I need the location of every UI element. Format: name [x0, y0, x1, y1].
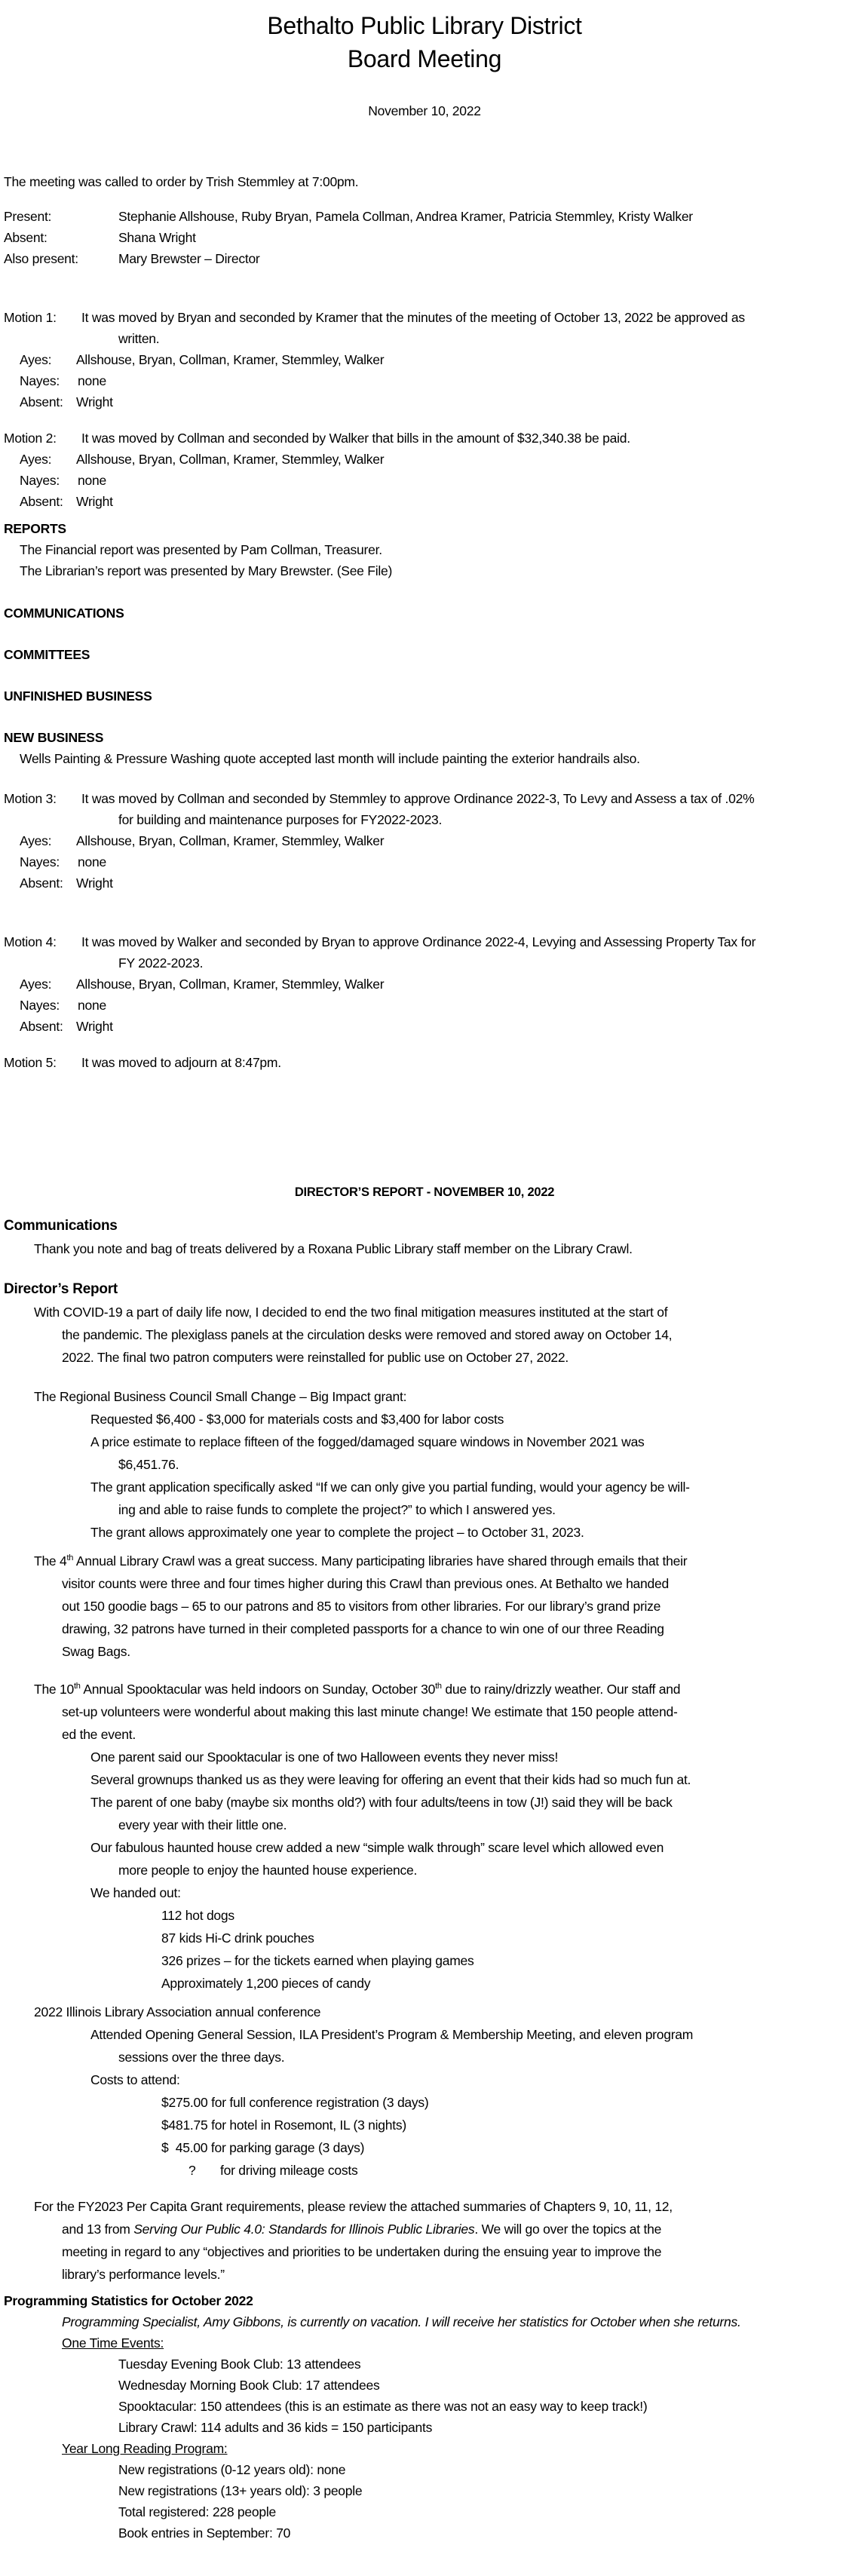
attendance-label: Absent: — [4, 230, 48, 245]
one-time-event: Tuesday Evening Book Club: 13 attendees — [118, 2357, 361, 2372]
motion-text: It was moved by Collman and seconded by Stemmley to approve Ordinance 2022-3, To Levy and Assess a tax of .02% — [81, 791, 755, 806]
directors-report-title: DIRECTOR’S REPORT - NOVEMBER 10, 2022 — [294, 1185, 555, 1199]
per-capita-line: library’s performance levels.” — [62, 2267, 225, 2282]
ila-mileage — [188, 2162, 357, 2179]
motion-label: Motion 1: — [4, 310, 57, 325]
handed-out-item: 326 prizes – for the tickets earned when playing games — [161, 1953, 474, 1968]
vote-label: Absent: — [20, 1019, 63, 1034]
standards-title: Serving Our Public 4.0: Standards for Illinois Public Libraries — [133, 2222, 475, 2237]
attendance-label: Present: — [4, 209, 52, 224]
meeting-date: November 10, 2022 — [368, 103, 481, 118]
vote-label: Absent: — [20, 394, 63, 409]
unfinished-business-heading: UNFINISHED BUSINESS — [4, 688, 152, 704]
spooktacular-note: We handed out: — [90, 1885, 181, 1900]
vote-absent — [20, 493, 113, 510]
vote-label: Absent: — [20, 876, 63, 891]
ila-attended: Attended Opening General Session, ILA President’s Program & Membership Meeting, and eleven program — [90, 2027, 694, 2042]
spooktacular-note: The parent of one baby (maybe six months old?) with four adults/teens in tow (J!) said they will be back — [90, 1795, 673, 1810]
vote-ayes — [20, 451, 384, 468]
handed-out-item: 112 hot dogs — [161, 1908, 234, 1923]
vote-ayes — [20, 976, 384, 992]
superscript: th — [435, 1682, 442, 1691]
vote-label: Absent: — [20, 494, 63, 509]
motion-text: It was moved by Collman and seconded by Walker that bills in the amount of $32,340.38 be paid. — [81, 431, 630, 446]
vote-label: Ayes: — [20, 352, 52, 367]
superscript: th — [66, 1553, 74, 1562]
crawl-line: drawing, 32 patrons have turned in their completed passports for a chance to win one of our three Reading — [62, 1621, 664, 1636]
ila-cost-item: $481.75 for hotel in Rosemont, IL (3 nights) — [161, 2118, 406, 2133]
spooktacular-line: set-up volunteers were wonderful about making this last minute change! We estimate that 150 people attend- — [62, 1704, 678, 1719]
per-capita-text: . We will go over the topics at the — [474, 2222, 662, 2237]
vote-label: Ayes: — [20, 833, 52, 848]
grant-line: Requested $6,400 - $3,000 for materials costs and $3,400 for labor costs — [90, 1412, 504, 1427]
vote-value: Wright — [76, 394, 113, 409]
dr-communications-heading: Communications — [4, 1218, 118, 1234]
crawl-text: The 4 — [34, 1553, 67, 1569]
spooktacular-line: ed the event. — [62, 1727, 136, 1742]
vote-label: Nayes: — [20, 473, 60, 488]
per-capita-line: meeting in regard to any “objectives and priorities to be undertaken during the ensuing year to improve the — [62, 2244, 662, 2259]
motion-label: Motion 2: — [4, 431, 57, 446]
motion-5 — [4, 1054, 281, 1071]
motion-text: It was moved to adjourn at 8:47pm. — [81, 1055, 281, 1070]
report-financial: The Financial report was presented by Pam Collman, Treasurer. — [20, 542, 382, 557]
attendance-also-present — [4, 250, 260, 267]
per-capita-text: and 13 from — [62, 2222, 134, 2237]
grant-intro: The Regional Business Council Small Change – Big Impact grant: — [34, 1389, 407, 1404]
dr-report-heading: Director’s Report — [4, 1281, 118, 1297]
ila-heading: 2022 Illinois Library Association annual conference — [34, 2004, 321, 2019]
grant-line: A price estimate to replace fifteen of the fogged/damaged square windows in November 2021 was — [90, 1434, 645, 1449]
year-long-stat: Book entries in September: 70 — [118, 2525, 291, 2541]
per-capita-line — [62, 2221, 661, 2237]
ila-cost-item: $ 45.00 for parking garage (3 days) — [161, 2140, 365, 2155]
vote-value: Allshouse, Bryan, Collman, Kramer, Stemmley, Walker — [76, 977, 385, 992]
new-business-text: Wells Painting & Pressure Washing quote accepted last month will include painting the exterior handrails also. — [20, 751, 640, 766]
vote-absent — [20, 1018, 113, 1035]
spooktacular-line — [34, 1681, 680, 1697]
programming-note: Programming Specialist, Amy Gibbons, is currently on vacation. I will receive her statistics for October when she returns. — [62, 2314, 741, 2329]
vote-ayes — [20, 351, 384, 368]
attendance-label: Also present: — [4, 251, 78, 266]
one-time-event: Wednesday Morning Book Club: 17 attendees — [118, 2378, 380, 2393]
vote-label: Ayes: — [20, 977, 52, 992]
spooktacular-note: Several grownups thanked us as they were leaving for offering an event that their kids had so much fun at. — [90, 1772, 691, 1787]
document-title: Bethalto Public Library District — [267, 12, 582, 39]
year-long-stat: New registrations (13+ years old): 3 people — [118, 2483, 363, 2498]
vote-label: Nayes: — [20, 854, 60, 869]
crawl-line — [34, 1553, 687, 1569]
vote-value: none — [78, 373, 106, 388]
superscript: th — [73, 1682, 81, 1691]
vote-value: Wright — [76, 494, 113, 509]
crawl-line: out 150 goodie bags – 65 to our patrons and 85 to visitors from other libraries. For our library’s grand prize — [62, 1599, 661, 1614]
one-time-events-label: One Time Events: — [62, 2335, 164, 2351]
spooktacular-note: more people to enjoy the haunted house experience. — [118, 1863, 418, 1878]
grant-line: ing and able to raise funds to complete the project?” to which I answered yes. — [118, 1502, 556, 1517]
dr-communications-text: Thank you note and bag of treats delivered by a Roxana Public Library staff member on the Library Crawl. — [34, 1241, 633, 1256]
covid-line: the pandemic. The plexiglass panels at the circulation desks were removed and stored away on October 14, — [62, 1327, 673, 1342]
vote-nayes — [20, 373, 106, 389]
motion-2 — [4, 430, 630, 446]
attendance-value: Shana Wright — [118, 230, 196, 245]
call-to-order: The meeting was called to order by Trish Stemmley at 7:00pm. — [4, 174, 359, 189]
vote-value: none — [78, 473, 106, 488]
report-librarian: The Librarian’s report was presented by Mary Brewster. (See File) — [20, 563, 393, 578]
year-long-stat: Total registered: 228 people — [118, 2504, 276, 2519]
motion-label: Motion 3: — [4, 791, 57, 806]
vote-value: Allshouse, Bryan, Collman, Kramer, Stemmley, Walker — [76, 352, 385, 367]
vote-value: Wright — [76, 1019, 113, 1034]
crawl-text: Annual Library Crawl was a great success. Many participating libraries have shared through emails that their — [73, 1553, 688, 1569]
motion-1 — [4, 309, 745, 326]
motion-text: It was moved by Walker and seconded by Bryan to approve Ordinance 2022-4, Levying and Assessing Property Tax for — [81, 934, 756, 949]
grant-line: $6,451.76. — [118, 1457, 179, 1472]
mileage-amount: ? — [188, 2163, 196, 2178]
motion-continuation: for building and maintenance purposes for FY2022-2023. — [118, 812, 443, 827]
spooktacular-note: every year with their little one. — [118, 1817, 287, 1832]
attendance-value: Mary Brewster – Director — [118, 251, 260, 266]
programming-stats-heading: Programming Statistics for October 2022 — [4, 2293, 253, 2308]
document-subtitle: Board Meeting — [347, 45, 502, 72]
vote-absent — [20, 394, 113, 410]
attendance-absent — [4, 229, 196, 246]
motion-continuation: written. — [118, 331, 160, 346]
attendance-value: Stephanie Allshouse, Ruby Bryan, Pamela Collman, Andrea Kramer, Patricia Stemmley, Kristy Walker — [118, 209, 693, 224]
vote-value: Allshouse, Bryan, Collman, Kramer, Stemmley, Walker — [76, 833, 385, 848]
grant-line: The grant allows approximately one year to complete the project – to October 31, 2023. — [90, 1525, 584, 1540]
vote-ayes — [20, 833, 384, 849]
spook-text: The 10 — [34, 1682, 74, 1697]
new-business-heading: NEW BUSINESS — [4, 730, 104, 745]
vote-value: Wright — [76, 876, 113, 891]
committees-heading: COMMITTEES — [4, 647, 90, 662]
vote-nayes — [20, 472, 106, 489]
reports-heading: REPORTS — [4, 521, 66, 536]
year-long-stat: New registrations (0-12 years old): none — [118, 2462, 346, 2477]
vote-nayes — [20, 997, 106, 1014]
motion-3 — [4, 790, 754, 807]
one-time-event: Spooktacular: 150 attendees (this is an estimate as there was not an easy way to keep track!) — [118, 2399, 648, 2414]
vote-value: none — [78, 998, 106, 1013]
spooktacular-note: Our fabulous haunted house crew added a new “simple walk through” scare level which allowed even — [90, 1840, 664, 1855]
spooktacular-note: One parent said our Spooktacular is one of two Halloween events they never miss! — [90, 1750, 559, 1765]
vote-label: Ayes: — [20, 452, 52, 467]
crawl-line: Swag Bags. — [62, 1644, 130, 1659]
ila-costs-label: Costs to attend: — [90, 2072, 180, 2087]
ila-attended-cont: sessions over the three days. — [118, 2050, 285, 2065]
handed-out-item: Approximately 1,200 pieces of candy — [161, 1976, 371, 1991]
ila-cost-item: $275.00 for full conference registration (3 days) — [161, 2095, 429, 2110]
motion-label: Motion 4: — [4, 934, 57, 949]
motion-text: It was moved by Bryan and seconded by Kramer that the minutes of the meeting of October 13, 2022 be approved as — [81, 310, 745, 325]
mileage-text: for driving mileage costs — [220, 2163, 358, 2178]
per-capita-line: For the FY2023 Per Capita Grant requirements, please review the attached summaries of Chapters 9, 10, 11, 12, — [34, 2199, 673, 2214]
grant-line: The grant application specifically asked “If we can only give you partial funding, would your agency be will- — [90, 1480, 690, 1495]
spook-text: due to rainy/drizzly weather. Our staff and — [441, 1682, 681, 1697]
vote-label: Nayes: — [20, 373, 60, 388]
vote-nayes — [20, 854, 106, 870]
vote-absent — [20, 875, 113, 891]
covid-line: With COVID-19 a part of daily life now, I decided to end the two final mitigation measures instituted at the start of — [34, 1305, 668, 1320]
motion-label: Motion 5: — [4, 1055, 57, 1070]
handed-out-item: 87 kids Hi-C drink pouches — [161, 1930, 314, 1946]
motion-continuation: FY 2022-2023. — [118, 955, 204, 971]
vote-label: Nayes: — [20, 998, 60, 1013]
communications-heading: COMMUNICATIONS — [4, 606, 124, 621]
motion-4 — [4, 934, 756, 950]
spook-text: Annual Spooktacular was held indoors on Sunday, October 30 — [80, 1682, 436, 1697]
one-time-event: Library Crawl: 114 adults and 36 kids = 150 participants — [118, 2420, 433, 2435]
covid-line: 2022. The final two patron computers were reinstalled for public use on October 27, 2022. — [62, 1350, 569, 1365]
crawl-line: visitor counts were three and four times higher during this Crawl than previous ones. At Bethalto we handed — [62, 1576, 669, 1591]
vote-value: none — [78, 854, 106, 869]
vote-value: Allshouse, Bryan, Collman, Kramer, Stemmley, Walker — [76, 452, 385, 467]
year-long-label: Year Long Reading Program: — [62, 2441, 228, 2456]
attendance-present — [4, 208, 693, 225]
